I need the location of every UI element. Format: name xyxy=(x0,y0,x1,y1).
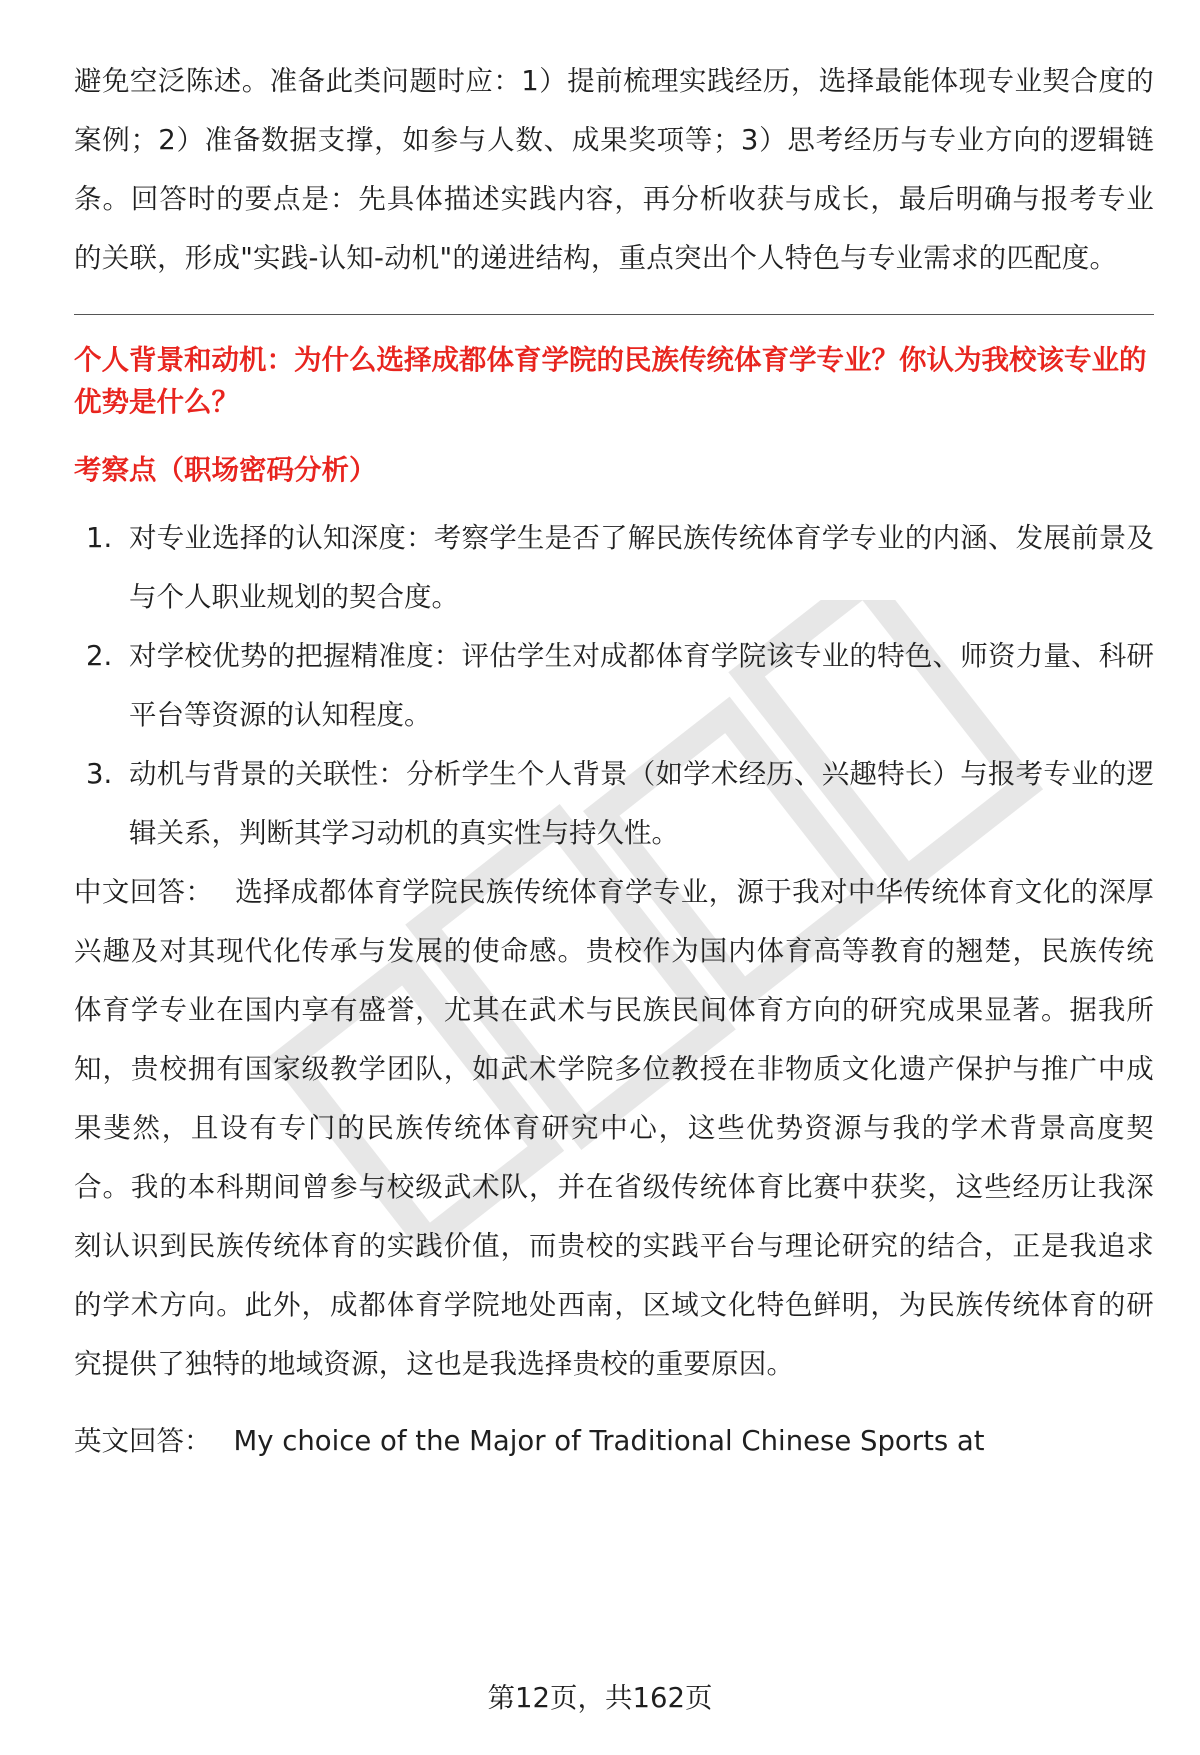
list-item-text: 对专业选择的认知深度：考察学生是否了解民族传统体育学专业的内涵、发展前景及与个人职业规划的契合度。 xyxy=(129,522,1154,613)
chinese-answer-label: 中文回答： xyxy=(74,876,214,908)
page-footer: 第12页，共162页 xyxy=(487,1682,713,1714)
analysis-points-list xyxy=(74,509,1154,863)
analysis-subheading: 考察点（职场密码分析） xyxy=(74,454,377,486)
list-item xyxy=(74,627,1154,745)
english-answer-label: 英文回答： xyxy=(74,1425,212,1457)
list-item xyxy=(74,745,1154,863)
document-page xyxy=(74,52,1154,1490)
chinese-answer xyxy=(74,863,1154,1394)
english-answer-text: My choice of the Major of Traditional Chinese Sports at xyxy=(233,1425,985,1457)
question-heading: 个人背景和动机：为什么选择成都体育学院的民族传统体育学专业？你认为我校该专业的优势是什么？ xyxy=(74,344,1147,418)
intro-paragraph: 避免空泛陈述。准备此类问题时应：1）提前梳理实践经历，选择最能体现专业契合度的案例；2）准备数据支撑，如参与人数、成果奖项等；3）思考经历与专业方向的逻辑链条。回答时的要点是：先具体描述实践内容，再分析收获与成长，最后明确与报考专业的关联，形成"实践-认知-动机"的递进结构，重点突出个人特色与专业需求的匹配度。 xyxy=(74,65,1154,274)
list-item xyxy=(74,509,1154,627)
list-item-text: 动机与背景的关联性：分析学生个人背景（如学术经历、兴趣特长）与报考专业的逻辑关系，判断其学习动机的真实性与持久性。 xyxy=(129,758,1154,849)
section-divider xyxy=(74,314,1154,315)
list-item-number: 2. xyxy=(86,640,113,672)
english-answer xyxy=(74,1420,1154,1462)
list-item-text: 对学校优势的把握精准度：评估学生对成都体育学院该专业的特色、师资力量、科研平台等资源的认知程度。 xyxy=(129,640,1154,731)
list-item-number: 3. xyxy=(86,758,113,790)
list-item-number: 1. xyxy=(86,522,113,554)
chinese-answer-text: 选择成都体育学院民族传统体育学专业，源于我对中华传统体育文化的深厚兴趣及对其现代化传承与发展的使命感。贵校作为国内体育高等教育的翘楚，民族传统体育学专业在国内享有盛誉，尤其在武术与民族民间体育方向的研究成果显著。据我所知，贵校拥有国家级教学团队，如武术学院多位教授在非物质文化遗产保护与推广中成果斐然，且设有专门的民族传统体育研究中心，这些优势资源与我的学术背景高度契合。我的本科期间曾参与校级武术队，并在省级传统体育比赛中获奖，这些经历让我深刻认识到民族传统体育的实践价值，而贵校的实践平台与理论研究的结合，正是我追求的学术方向。此外，成都体育学院地处西南，区域文化特色鲜明，为民族传统体育的研究提供了独特的地域资源，这也是我选择贵校的重要原因。 xyxy=(74,876,1154,1380)
